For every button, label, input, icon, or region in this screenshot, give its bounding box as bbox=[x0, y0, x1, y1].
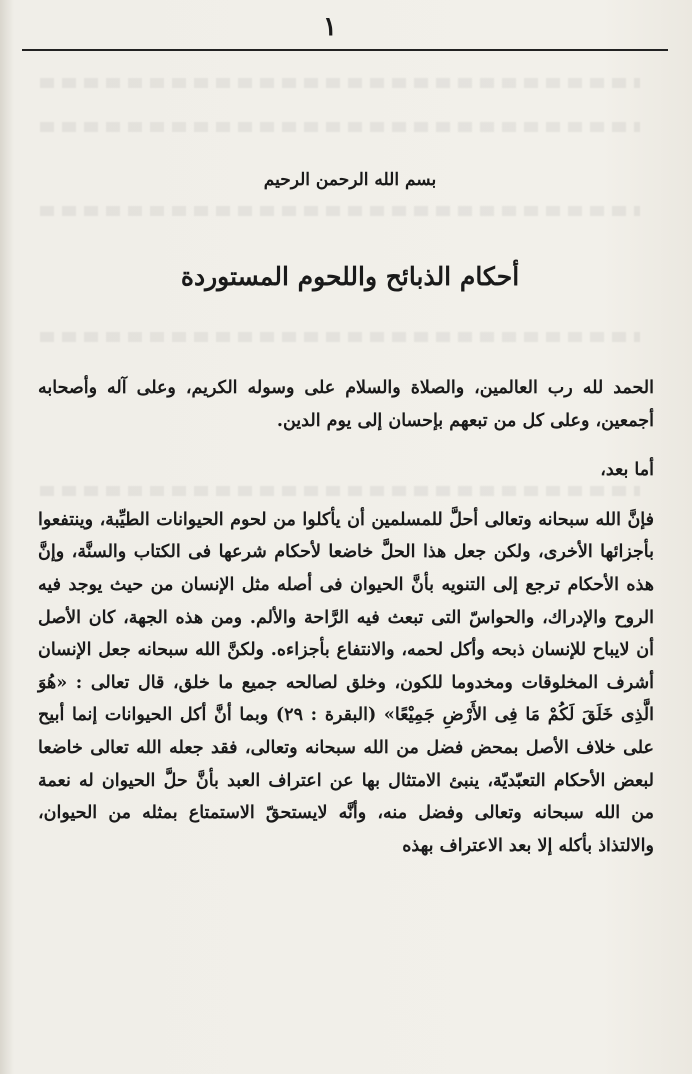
show-through-line bbox=[40, 332, 640, 342]
show-through-line bbox=[40, 122, 640, 132]
body-text bbox=[38, 372, 654, 862]
page-number: ١ bbox=[323, 12, 337, 42]
show-through-line bbox=[40, 206, 640, 216]
show-through-line bbox=[40, 78, 640, 88]
paragraph-main: فإنَّ الله سبحانه وتعالى أحلَّ للمسلمين أن يأكلوا من لحوم الحيوانات الطيِّبة، وينتفعوا بأجزائها الأخرى، ولكن جعل هذا الحلَّ خاضعا لأحكام شرعها فى الكتاب والسنَّة، وإنَّ هذه الأحكام ترجع إلى التنويه بأنَّ الحيوان فى أصله مثل الإنسان من حيث يوجد فيه الروح والإدراك، والحواسّ التى تبعث فيه الرَّاحة والألم. ومن هذه الجهة، كان الأصل أن لايباح للإنسان ذبحه وأكل لحمه، والانتفاع بأجزاءه. ولكنَّ الله سبحانه جعل الإنسان أشرف المخلوقات ومخدوما للكون، وخلق لصالحه جميع ما خلق، قال تعالى : «هُوَ الَّذِى خَلَقَ لَكُمْ مَا فِى الأَرْضِ جَمِيْعًا» (البقرة : ٢٩) وبما أنَّ أكل الحيوانات إنما أبيح على خلاف الأصل بمحض فضل من الله سبحانه وتعالى، فقد جعله الله تعالى خاضعا لبعض الأحكام التعبّديّة، ينبئ الامتثال بها عن اعتراف العبد بأنَّ حلَّ الحيوان له نعمة من الله سبحانه وتعالى وفضل منه، وأنَّه لايستحقّ الاستمتاع بمثله من الحيوان، والالتذاذ بأكله إلا بعد الاعتراف بهذه bbox=[38, 509, 655, 856]
paragraph-intro: الحمد لله رب العالمين، والصلاة والسلام على وسوله الكريم، وعلى آله وأصحابه أجمعين، وعلى كل من تبعهم بإحسان إلى يوم الدين. bbox=[38, 378, 654, 431]
basmala: بسم الله الرحمن الرحيم bbox=[263, 170, 437, 190]
header-rule bbox=[22, 49, 668, 51]
page-title: أحكام الذبائح واللحوم المستوردة bbox=[180, 262, 520, 291]
paragraph-amma-baad: أما بعد، bbox=[600, 460, 654, 481]
